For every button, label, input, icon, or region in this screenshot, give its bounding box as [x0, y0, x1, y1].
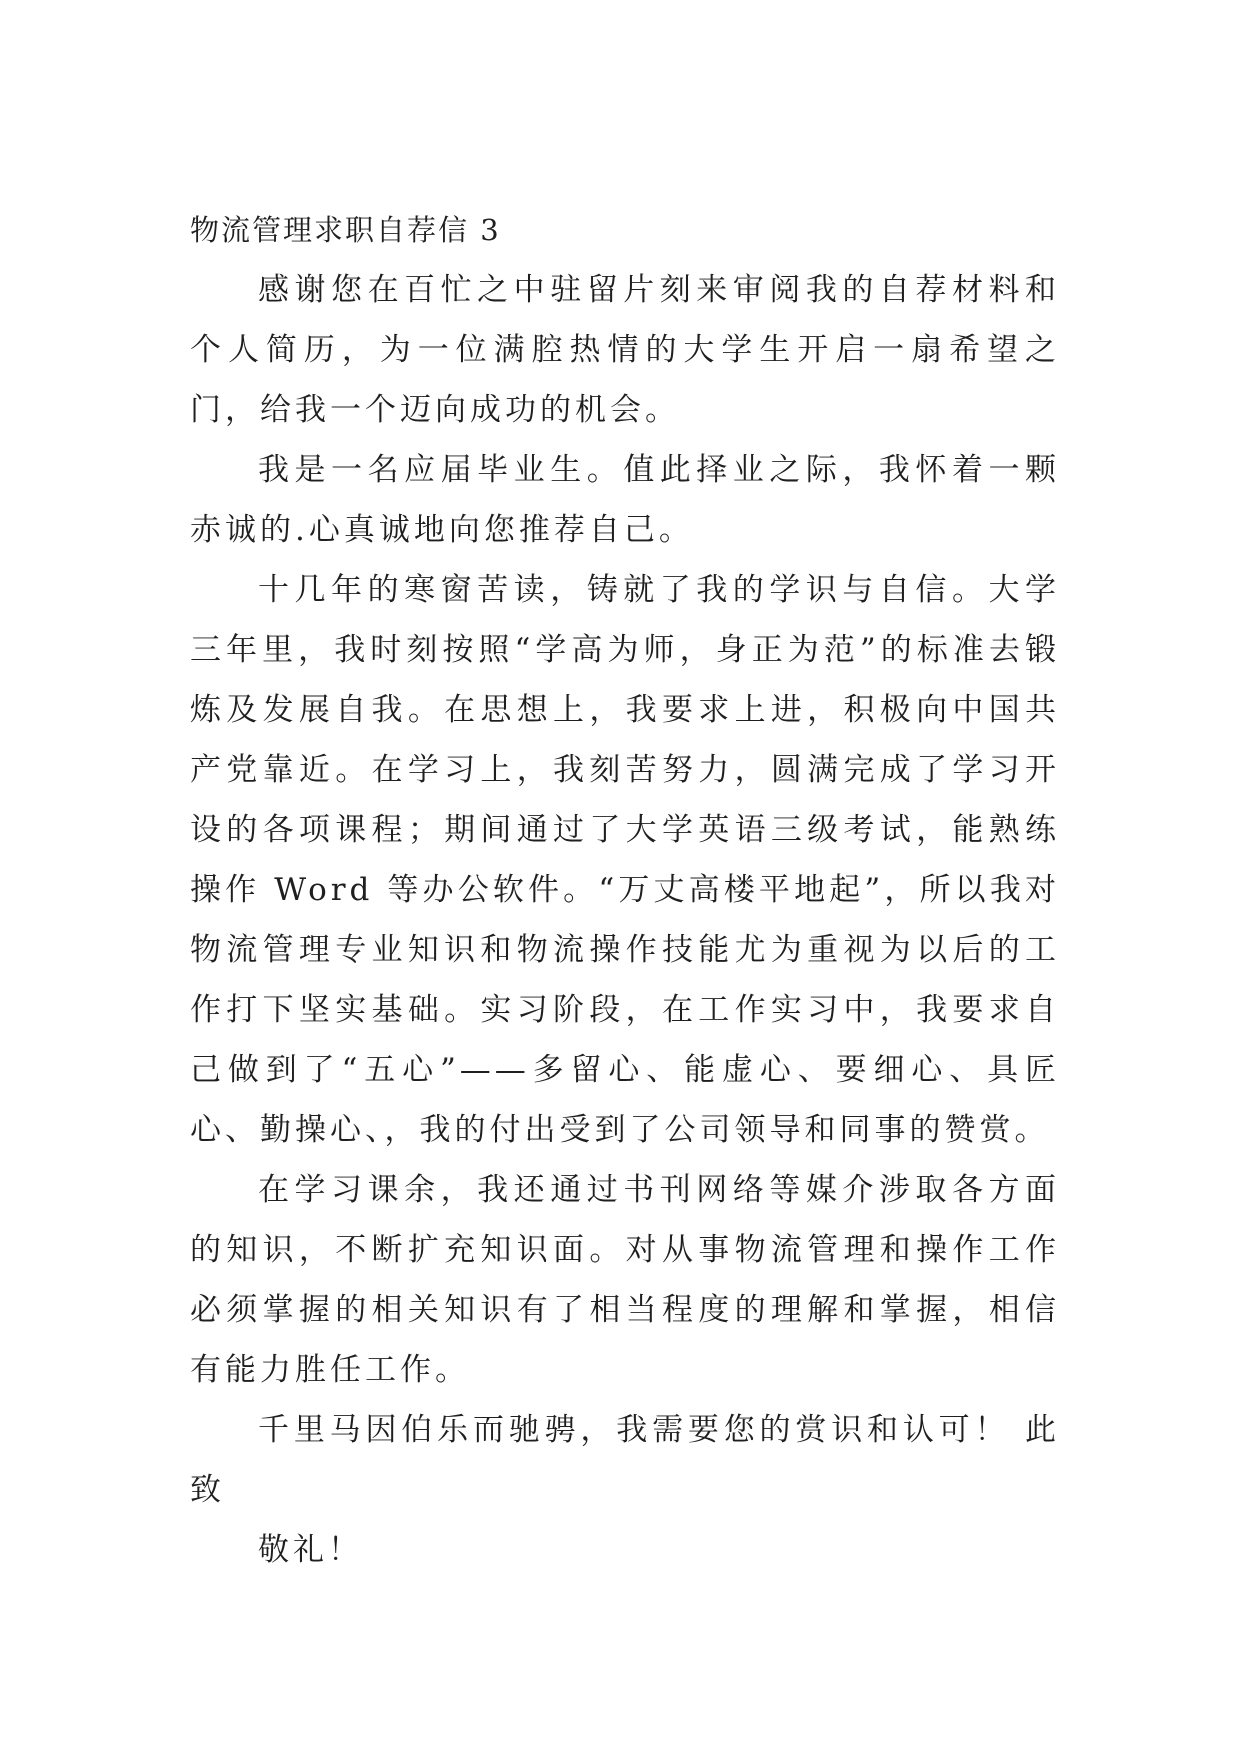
closing-salutation: 敬礼！: [258, 1532, 363, 1568]
paragraph-education: 十几年的寒窗苦读，铸就了我的学识与自信。大学三年里，我时刻按照“学高为师，身正为范”的标准去锻炼及发展自我。在思想上，我要求上进，积极向中国共产党靠近。在学习上，我刻苦努力，圆满完成了学习开设的各项课程；期间通过了大学英语三级考试，能熟练操作 Word 等办公软件。“万丈高楼平地起”，所以我对物流管理专业知识和物流操作技能尤为重视为以后的工作打下坚实基础。实习阶段，在工作实习中，我要求自己做到了“五心”——多留心、能虚心、要细心、具匠心、勤操心、，我的付出受到了公司领导和同事的赞赏。: [190, 572, 1060, 1148]
paragraph-introduction: 我是一名应届毕业生。值此择业之际，我怀着一颗赤诚的.心真诚地向您推荐自己。: [190, 452, 1060, 548]
paragraph-extracurricular: 在学习课余，我还通过书刊网络等媒介涉取各方面的知识，不断扩充知识面。对从事物流管理和操作工作必须掌握的相关知识有了相当程度的理解和掌握，相信有能力胜任工作。: [190, 1172, 1060, 1388]
letter-body: [190, 200, 1060, 1580]
letter-title: 物流管理求职自荐信 3: [190, 213, 501, 247]
paragraph-request: 千里马因伯乐而驰骋，我需要您的赏识和认可！ 此致: [190, 1412, 1060, 1508]
paragraph-gratitude: 感谢您在百忙之中驻留片刻来审阅我的自荐材料和个人简历，为一位满腔热情的大学生开启一扇希望之门，给我一个迈向成功的机会。: [190, 272, 1060, 428]
